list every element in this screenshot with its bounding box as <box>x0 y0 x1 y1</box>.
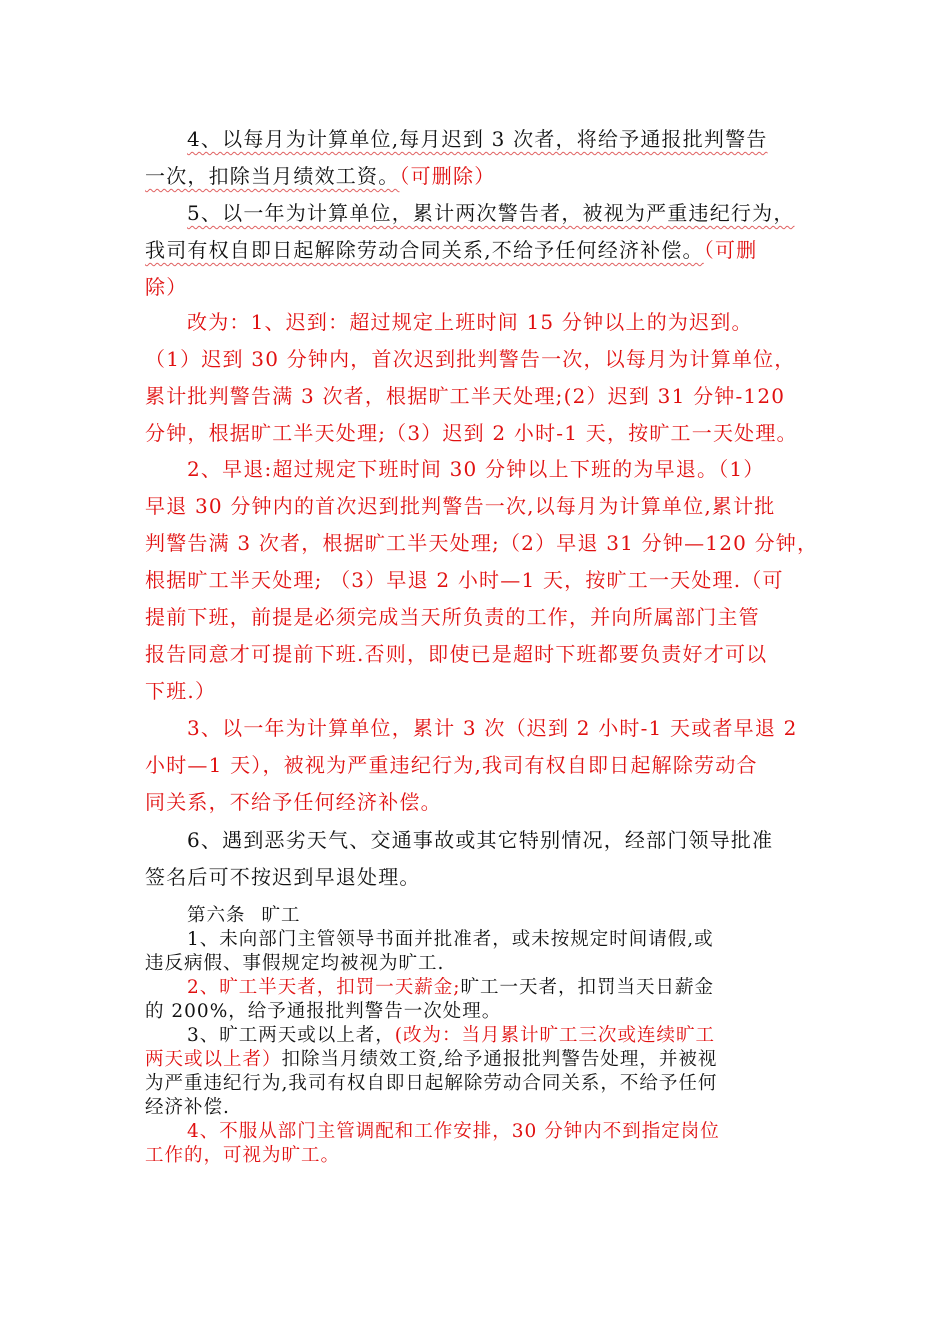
clause-4-line-2: 一次，扣除当月绩效工资。（可删除） <box>145 164 496 188</box>
revision-3-line: 3、以一年为计算单位，累计 3 次（迟到 2 小时-1 天或者早退 2 <box>187 716 798 740</box>
revision-item-1 <box>145 304 810 452</box>
deletable-note: （可删除） <box>399 164 496 188</box>
clause-4-line-1: 4、以每月为计算单位,每月迟到 3 次者，将给予通报批判警告 <box>187 127 768 151</box>
article-6-line: 4、不服从部门主管调配和工作安排，30 分钟内不到指定岗位 <box>187 1121 720 1142</box>
clause-6 <box>145 822 810 896</box>
revision-2-line: 报告同意才可提前下班.否则，即使已是超时下班都要负责好才可以 <box>145 642 768 666</box>
revision-3-line: 同关系，不给予任何经济补偿。 <box>145 790 442 814</box>
clause-5-line-1: 5、以一年为计算单位，累计两次警告者，被视为严重违纪行为， <box>187 201 795 225</box>
article-6-line: 3、旷工两天或以上者，(改为：当月累计旷工三次或连续旷工 <box>187 1025 716 1046</box>
revision-2-line: 下班.） <box>145 679 217 703</box>
article-6-line: 1、未向部门主管领导书面并批准者，或未按规定时间请假,或 <box>187 929 714 950</box>
revision-1-line: 改为：1、迟到：超过规定上班时间 15 分钟以上的为迟到。 <box>187 310 753 334</box>
article-6-line: 为严重违纪行为,我司有权自即日起解除劳动合同关系，不给予任何 <box>145 1073 718 1094</box>
revision-1-line: 累计批判警告满 3 次者，根据旷工半天处理;(2）迟到 31 分钟-120 <box>145 384 786 408</box>
revision-item-2 <box>145 451 819 710</box>
clauses-4-5 <box>145 121 810 306</box>
revision-2-line: 判警告满 3 次者，根据旷工半天处理;（2）早退 31 分钟—120 分钟， <box>145 531 819 555</box>
revision-1-line: 分钟，根据旷工半天处理;（3）迟到 2 小时-1 天，按旷工一天处理。 <box>145 421 798 445</box>
revision-2-line: 早退 30 分钟内的首次迟到批判警告一次,以每月为计算单位,累计批 <box>145 494 776 518</box>
revision-2-line: 根据旷工半天处理; （3）早退 2 小时—1 天，按旷工一天处理.（可 <box>145 568 784 592</box>
article-6-line: 的 200%，给予通报批判警告一次处理。 <box>145 1001 502 1022</box>
clause-5-line-2: 我司有权自即日起解除劳动合同关系,不给予任何经济补偿。（可删 <box>145 238 758 262</box>
clause-5-line-3: 除） <box>145 275 188 299</box>
article-6 <box>145 904 810 1168</box>
revision-3-line: 小时—1 天），被视为严重违纪行为,我司有权自即日起解除劳动合 <box>145 753 758 777</box>
revision-2-line: 2、早退:超过规定下班时间 30 分钟以上下班的为早退。（1） <box>187 457 765 481</box>
clause-6-line: 签名后可不按迟到早退处理。 <box>145 865 421 889</box>
article-6-line: 工作的，可视为旷工。 <box>145 1145 341 1166</box>
revision-1-line: （1）迟到 30 分钟内，首次迟到批判警告一次，以每月为计算单位， <box>145 347 796 371</box>
article-6-line: 两天或以上者）扣除当月绩效工资,给予通报批判警告处理，并被视 <box>145 1049 718 1070</box>
revision-item-3 <box>145 710 810 821</box>
deletable-note: （可删 <box>703 238 758 262</box>
clause-6-line: 6、遇到恶劣天气、交通事故或其它特别情况，经部门领导批准 <box>187 828 774 852</box>
article-6-line: 经济补偿. <box>145 1097 230 1118</box>
article-6-heading: 第六条 旷工 <box>187 905 301 926</box>
article-6-line: 2、旷工半天者，扣罚一天薪金;旷工一天者，扣罚当天日薪金 <box>187 977 715 998</box>
article-6-line: 违反病假、事假规定均被视为旷工. <box>145 953 445 974</box>
revision-2-line: 提前下班，前提是必须完成当天所负责的工作，并向所属部门主管 <box>145 605 760 629</box>
